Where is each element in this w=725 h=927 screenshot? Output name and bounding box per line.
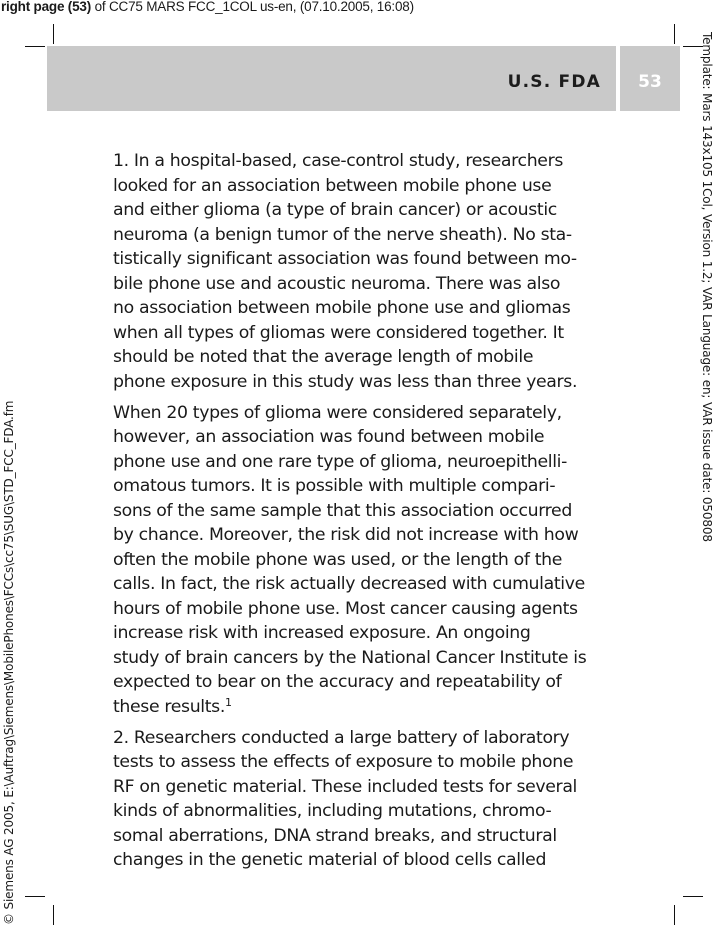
- text-line: sons of the same sample that this association occurred: [113, 500, 572, 521]
- text-line: when all types of gliomas were considered together. It: [113, 322, 564, 343]
- text-line: expected to bear on the accuracy and repeatability of: [113, 672, 562, 693]
- paragraph: [113, 401, 638, 720]
- text-line: 1. In a hospital-based, case-control study, researchers: [113, 151, 563, 171]
- text-line: increase risk with increased exposure. An ongoing: [113, 623, 531, 644]
- crop-mark: [53, 24, 54, 44]
- paragraph: [113, 149, 638, 394]
- crop-mark: [674, 24, 675, 44]
- text-line: changes in the genetic material of blood cells called: [113, 850, 547, 871]
- text-line: phone use and one rare type of glioma, neuroepithelli-: [113, 451, 567, 472]
- text-line: phone exposure in this study was less than three years.: [113, 371, 578, 392]
- body-text: [113, 149, 638, 879]
- text-line: 2. Researchers conducted a large battery of laboratory: [113, 727, 570, 748]
- text-line: looked for an association between mobile phone use: [113, 175, 552, 196]
- text-line: neuroma (a benign tumor of the nerve sheath). No sta-: [113, 224, 572, 245]
- copyright-path: © Siemens AG 2005, E:\Auftrag\Siemens\MobilePhones\FCCs\cc75\SUG\STD_FCC_FDA.fm: [2, 400, 16, 925]
- text-line: by chance. Moreover, the risk did not increase with how: [113, 525, 579, 546]
- text-line: kinds of abnormalities, including mutations, chromo-: [113, 801, 552, 822]
- text-line: these results.$^1$: [113, 695, 232, 717]
- crop-mark: [25, 896, 45, 897]
- crop-mark: [53, 905, 54, 925]
- print-job-details: of CC75 MARS FCC_1COL us-en, (07.10.2005, 16:08): [91, 0, 414, 14]
- crop-mark: [683, 896, 703, 897]
- print-job-page: right page (53): [1, 0, 92, 14]
- template-info: Template: Mars 143x105 1Col, Version 1.2; VAR Language: en; VAR issue date: 050808: [700, 32, 714, 542]
- section-title: U.S. FDA: [507, 72, 601, 92]
- text-line: tistically significant association was found between mo-: [113, 249, 577, 269]
- print-job-info: [1, 0, 414, 14]
- text-line: calls. In fact, the risk actually decreased with cumulative: [113, 574, 585, 595]
- text-line: and either glioma (a type of brain cancer) or acoustic: [113, 200, 557, 220]
- text-line: should be noted that the average length of mobile: [113, 347, 534, 367]
- crop-mark: [674, 905, 675, 925]
- text-line: When 20 types of glioma were considered separately,: [113, 402, 562, 423]
- footnote-reference: 1: [224, 695, 232, 709]
- page-number: 53: [638, 72, 662, 92]
- text-line: however, an association was found between mobile: [113, 427, 545, 448]
- text-line: tests to assess the effects of exposure to mobile phone: [113, 752, 574, 773]
- text-line: bile phone use and acoustic neuroma. There was also: [113, 273, 561, 294]
- text-line: hours of mobile phone use. Most cancer causing agents: [113, 598, 578, 619]
- text-line: study of brain cancers by the National Cancer Institute is: [113, 647, 587, 668]
- text-line: no association between mobile phone use and gliomas: [113, 298, 571, 318]
- text-line: omatous tumors. It is possible with multiple compari-: [113, 476, 556, 497]
- text-line: often the mobile phone was used, or the length of the: [113, 549, 563, 570]
- crop-mark: [25, 46, 45, 47]
- text-line: somal aberrations, DNA strand breaks, and structural: [113, 825, 557, 846]
- text-line: RF on genetic material. These included tests for several: [113, 776, 578, 797]
- paragraph: [113, 726, 638, 873]
